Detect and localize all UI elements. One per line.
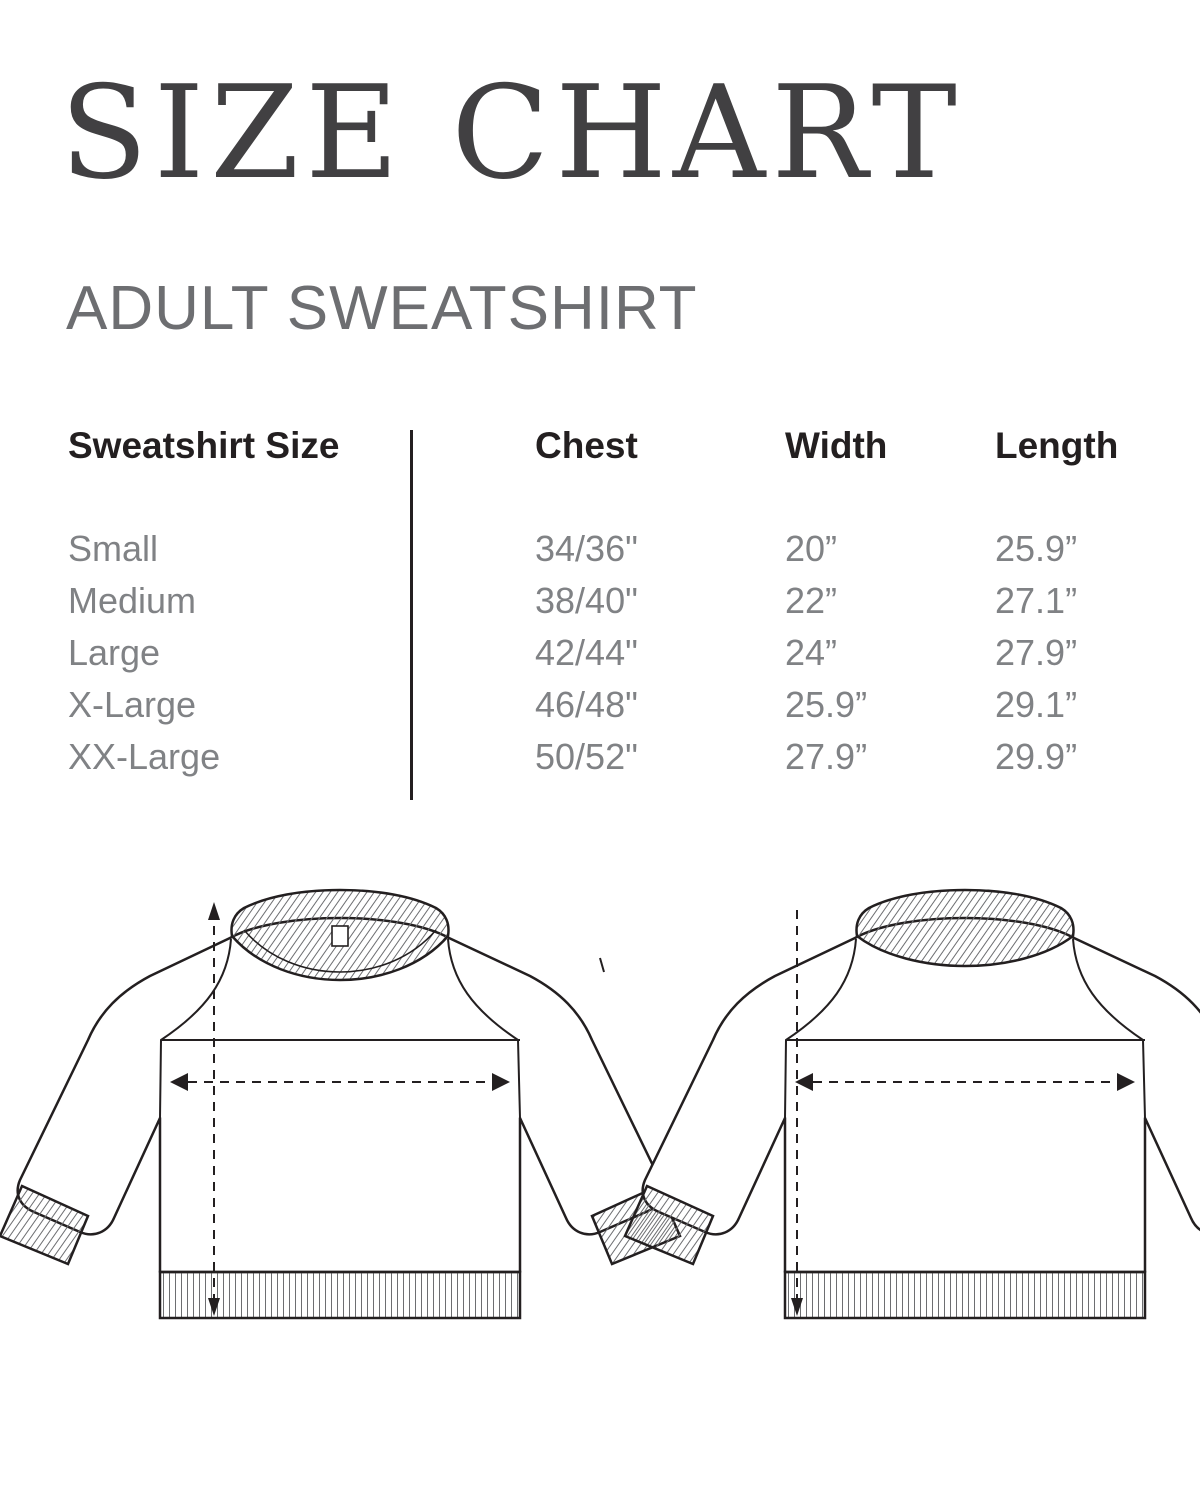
- cell-chest: 42/44": [535, 632, 638, 673]
- cell-length: 27.9”: [995, 632, 1078, 673]
- cell-size: XX-Large: [68, 736, 221, 777]
- table-row: [60, 679, 1160, 731]
- cell-width: 27.9”: [785, 736, 868, 777]
- cell-width: 22”: [785, 580, 838, 621]
- table-row: [60, 627, 1160, 679]
- table-row: [60, 575, 1160, 627]
- cell-length: 25.9”: [995, 528, 1078, 569]
- table-header-row: [60, 425, 1160, 487]
- cell-chest: 34/36": [535, 528, 638, 569]
- cell-width: 20”: [785, 528, 838, 569]
- column-header-chest: Chest: [535, 425, 638, 466]
- page-title: SIZE CHART: [60, 59, 963, 208]
- cell-length: 29.1”: [995, 684, 1078, 725]
- cell-length: 27.1”: [995, 580, 1078, 621]
- cell-width: 24”: [785, 632, 838, 673]
- table-body: [60, 523, 1160, 783]
- cell-width: 25.9”: [785, 684, 868, 725]
- table-row: [60, 523, 1160, 575]
- size-table: [60, 425, 1160, 783]
- cell-chest: 38/40": [535, 580, 638, 621]
- sweatshirt-front-view: [0, 890, 680, 1318]
- column-header-length: Length: [995, 425, 1119, 466]
- cell-chest: 46/48": [535, 684, 638, 725]
- cell-size: Medium: [68, 580, 197, 621]
- stray-mark: [600, 958, 604, 972]
- cell-chest: 50/52": [535, 736, 638, 777]
- cell-size: X-Large: [68, 684, 197, 725]
- sweatshirt-back-view: [625, 890, 1200, 1318]
- cell-size: Small: [68, 528, 159, 569]
- sweatshirt-illustrations: [0, 880, 1200, 1350]
- cell-length: 29.9”: [995, 736, 1078, 777]
- column-header-width: Width: [785, 425, 888, 466]
- page-subtitle: ADULT SWEATSHIRT: [66, 274, 698, 343]
- cell-size: Large: [68, 632, 161, 673]
- column-header-size: Sweatshirt Size: [68, 425, 340, 466]
- table-row: [60, 731, 1160, 783]
